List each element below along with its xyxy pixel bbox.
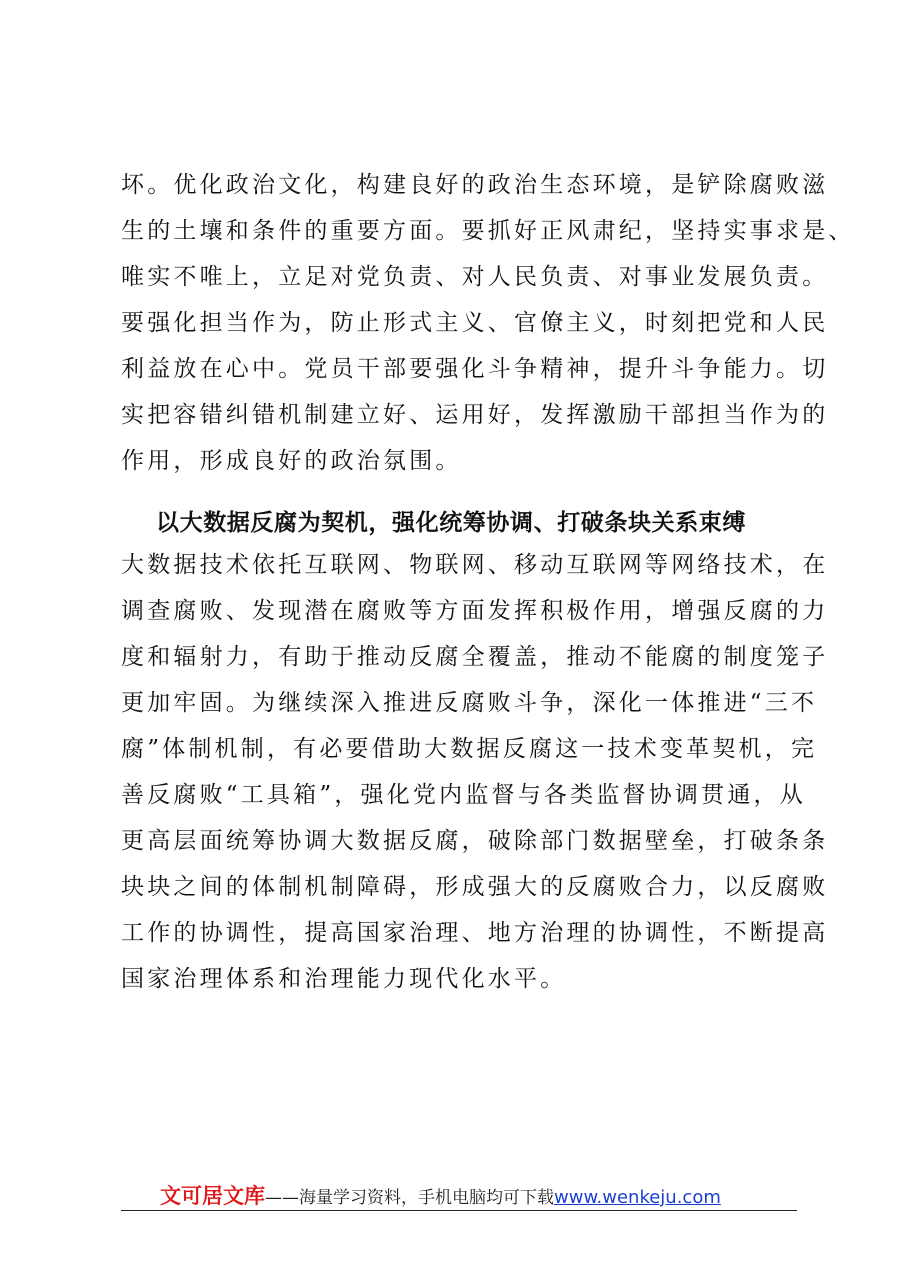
- footer-divider: [121, 1210, 797, 1211]
- footer-brand: 文可居文库: [160, 1184, 265, 1208]
- paragraph-line: 更高层面统筹协调大数据反腐，破除部门数据壁垒，打破条条: [121, 828, 829, 854]
- paragraph-line: 国家治理体系和治理能力现代化水平。: [121, 966, 567, 992]
- paragraph-line: 工作的协调性，提高国家治理、地方治理的协调性，不断提高: [121, 920, 829, 946]
- paragraph-line: 腐”体制机制，有必要借助大数据反腐这一技术变革契机，完: [121, 736, 818, 762]
- paragraph-line: 实把容错纠错机制建立好、运用好，发挥激励干部担当作为的: [121, 402, 829, 428]
- paragraph-line: 大数据技术依托互联网、物联网、移动互联网等网络技术，在: [121, 552, 829, 578]
- paragraph-line: 生的土壤和条件的重要方面。要抓好正风肃纪，坚持实事求是、: [121, 218, 855, 244]
- paragraph-line: 坏。优化政治文化，构建良好的政治生态环境，是铲除腐败滋: [121, 172, 829, 198]
- paragraph-2: [121, 542, 829, 1002]
- paragraph-line: 度和辐射力，有助于推动反腐全覆盖，推动不能腐的制度笼子: [121, 644, 829, 670]
- footer-slogan: ——海量学习资料，手机电脑均可下载: [265, 1188, 554, 1208]
- paragraph-line: 善反腐败“工具箱”，强化党内监督与各类监督协调贯通，从: [121, 782, 806, 808]
- paragraph-line: 调查腐败、发现潜在腐败等方面发挥积极作用，增强反腐的力: [121, 598, 829, 624]
- paragraph-line: 更加牢固。为继续深入推进反腐败斗争，深化一体推进“三不: [121, 690, 818, 716]
- paragraph-line: 块块之间的体制机制障碍，形成强大的反腐败合力，以反腐败: [121, 874, 829, 900]
- paragraph-1: [121, 162, 855, 484]
- paragraph-line: 唯实不唯上，立足对党负责、对人民负责、对事业发展负责。: [121, 264, 829, 290]
- footer-website-link[interactable]: www.wenkeju.com: [554, 1187, 721, 1208]
- paragraph-line: 利益放在心中。党员干部要强化斗争精神，提升斗争能力。切: [121, 356, 829, 382]
- paragraph-line: 要强化担当作为，防止形式主义、官僚主义，时刻把党和人民: [121, 310, 829, 336]
- section-heading: 以大数据反腐为契机，强化统筹协调、打破条块关系束缚: [156, 510, 746, 536]
- page-footer: [160, 1180, 721, 1212]
- paragraph-line: 作用，形成良好的政治氛围。: [121, 448, 462, 474]
